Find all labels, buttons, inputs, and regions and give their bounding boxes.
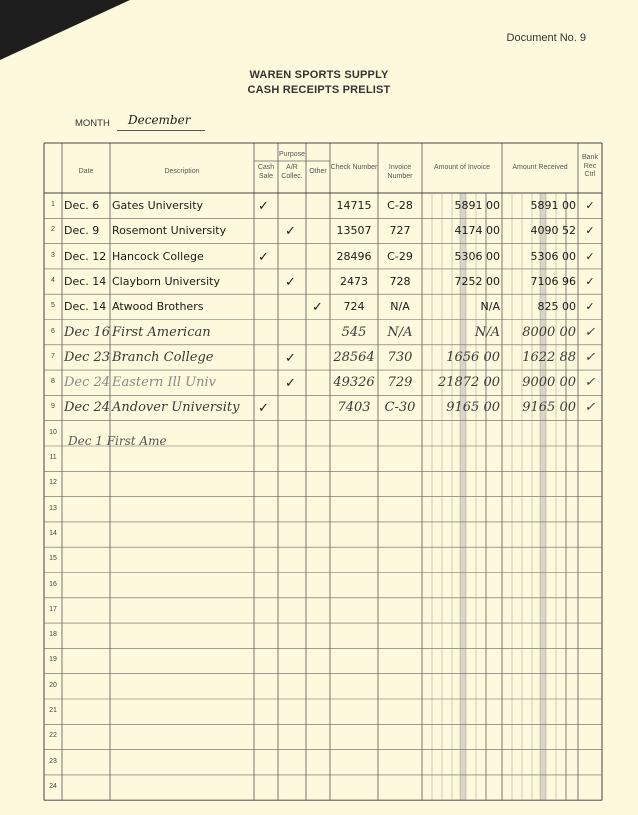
row-number: 23: [49, 757, 57, 765]
row-amount-received: 5306 00: [530, 249, 576, 263]
row-amount-invoice: 1656 00: [446, 349, 500, 365]
row-number: 13: [49, 504, 57, 512]
row-number: 12: [49, 479, 57, 487]
row-amount-received: 9000 00: [522, 375, 576, 391]
row-number: 15: [49, 555, 57, 563]
row-number: 7: [51, 352, 55, 360]
row-check-number: 14715: [336, 199, 372, 212]
row-description: Branch College: [112, 349, 214, 365]
row-number: 22: [49, 732, 57, 740]
row-invoice-number: 727: [389, 224, 411, 238]
row-amount-invoice: 4174 00: [454, 224, 500, 238]
row-check-number: 724: [343, 300, 365, 314]
row-date: Dec 24: [64, 400, 111, 416]
row-description: Andover University: [112, 400, 240, 416]
purpose-checkmark: ✓: [258, 248, 269, 264]
row-amount-received: 4090 52: [530, 224, 576, 238]
row-number: 2: [51, 226, 55, 234]
row-bank-rec: ✓: [584, 324, 596, 340]
header-check-number: Check Number: [330, 164, 378, 171]
row-date: Dec. 14: [64, 300, 107, 314]
row-amount-invoice: 7252 00: [454, 274, 500, 288]
row-description: Rosemont University: [112, 224, 227, 238]
purpose-checkmark: ✓: [258, 198, 269, 213]
header-description: Description: [164, 168, 200, 175]
row-number: 5: [51, 302, 55, 310]
row-date: Dec 24: [64, 375, 111, 391]
row-number: 18: [49, 631, 57, 639]
header-ar-collec: A/R Collec.: [281, 164, 303, 180]
header-bank-rec: Bank Rec Ctrl: [582, 154, 598, 178]
purpose-checkmark: ✓: [285, 273, 296, 289]
row-check-number: 49326: [333, 375, 375, 391]
row-invoice-number: 730: [387, 349, 413, 365]
row-number: 17: [49, 605, 57, 613]
row-invoice-number: N/A: [387, 324, 413, 340]
row-invoice-number: C-30: [384, 400, 416, 416]
row-bank-rec: ✓: [585, 300, 595, 314]
row-check-number: 28564: [333, 349, 375, 365]
row-bank-rec: ✓: [585, 224, 595, 238]
row-date: Dec 23: [64, 349, 111, 365]
document-number: Document No. 9: [506, 32, 586, 44]
company-title: WAREN SPORTS SUPPLY: [249, 69, 389, 81]
row-bank-rec: ✓: [584, 375, 596, 391]
purpose-checkmark: ✓: [285, 349, 296, 365]
row-amount-received: 8000 00: [522, 324, 576, 340]
row-bank-rec: ✓: [585, 199, 595, 212]
row-number: 8: [51, 378, 55, 386]
row-date: Dec. 6: [64, 199, 100, 212]
row-number: 19: [49, 656, 57, 664]
row-number: 1: [51, 201, 55, 208]
header-amount-of-invoice: Amount of Invoice: [433, 164, 491, 171]
scribble-row-11: Dec 1 First Ame: [68, 434, 167, 448]
row-amount-invoice: 21872 00: [437, 375, 500, 391]
row-check-number: 545: [341, 324, 367, 340]
header-date: Date: [78, 168, 94, 175]
row-date: Dec. 12: [64, 249, 107, 263]
row-number: 20: [49, 681, 57, 689]
header-purpose: Purpose: [278, 151, 306, 158]
row-invoice-number: 728: [389, 274, 411, 288]
row-invoice-number: 729: [387, 375, 413, 391]
row-date: Dec. 14: [64, 274, 107, 288]
purpose-checkmark: ✓: [312, 299, 323, 315]
row-amount-received: 7106 96: [530, 274, 576, 288]
purpose-checkmark: ✓: [285, 223, 296, 239]
row-description: First American: [112, 324, 211, 340]
row-number: 14: [49, 529, 57, 537]
row-bank-rec: ✓: [585, 249, 595, 263]
row-check-number: 28496: [336, 249, 372, 263]
row-check-number: 13507: [336, 224, 372, 238]
row-amount-invoice: 5306 00: [454, 249, 500, 263]
row-bank-rec: ✓: [584, 349, 596, 365]
row-description: Atwood Brothers: [112, 300, 204, 314]
row-amount-invoice: 9165 00: [446, 400, 500, 416]
row-amount-invoice: 5891 00: [454, 199, 500, 212]
row-date: Dec. 9: [64, 224, 100, 238]
month-label: MONTH: [75, 118, 110, 129]
row-description: Eastern Ill Univ: [112, 375, 216, 391]
row-date: Dec 16: [64, 324, 111, 340]
row-amount-received: 9165 00: [522, 400, 576, 416]
purpose-checkmark: ✓: [258, 400, 269, 416]
row-number: 9: [51, 403, 55, 411]
row-number: 11: [49, 454, 57, 461]
row-number: 16: [49, 580, 57, 588]
header-invoice-number: Invoice Number: [387, 164, 413, 180]
row-number: 4: [51, 276, 55, 284]
row-description: Hancock College: [112, 249, 204, 263]
row-amount-invoice: N/A: [480, 300, 500, 314]
header-cash-sale: Cash Sale: [257, 164, 275, 180]
header-amount-received: Amount Received: [512, 164, 568, 171]
month-value: December: [128, 113, 191, 127]
row-amount-received: 5891 00: [530, 199, 576, 212]
row-description: Gates University: [112, 199, 204, 212]
row-check-number: 2473: [340, 274, 368, 288]
row-bank-rec: ✓: [585, 274, 595, 288]
row-number: 3: [51, 251, 55, 259]
header-other: Other: [309, 168, 327, 175]
row-amount-received: 1622 88: [522, 349, 576, 365]
row-invoice-number: N/A: [390, 300, 410, 314]
row-number: 21: [49, 707, 57, 714]
row-check-number: 7403: [337, 400, 371, 416]
form-title: CASH RECEIPTS PRELIST: [247, 84, 391, 96]
row-number: 10: [49, 428, 57, 436]
row-amount-invoice: N/A: [474, 324, 500, 340]
row-amount-received: 825 00: [537, 300, 576, 314]
row-invoice-number: C-29: [387, 249, 413, 263]
row-number: 6: [51, 327, 55, 335]
purpose-checkmark: ✓: [285, 375, 296, 391]
row-number: 24: [49, 782, 57, 790]
row-invoice-number: C-28: [387, 199, 413, 212]
row-description: Clayborn University: [112, 274, 220, 288]
row-bank-rec: ✓: [584, 400, 596, 416]
